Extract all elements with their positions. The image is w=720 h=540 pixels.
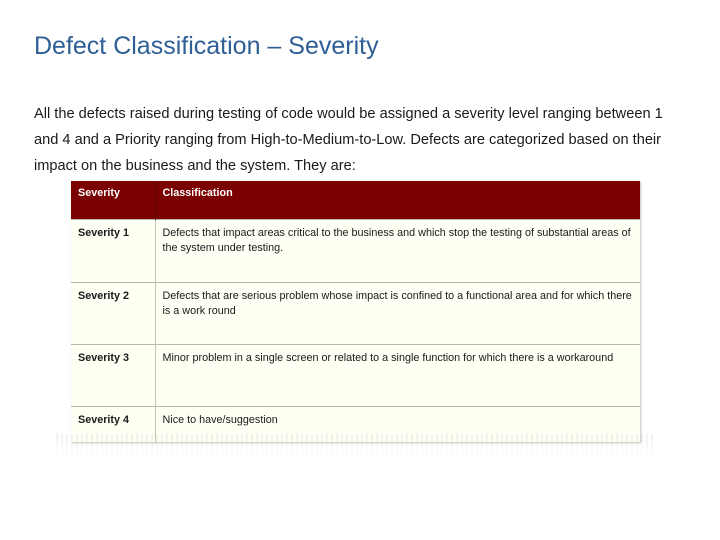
intro-paragraph: All the defects raised during testing of code would be assigned a severity level ranging between 1 and 4 and a Priority ranging from High-to-Medium-to-Low. Defects are categorized based on their impact on the business and the system. They are: [34,106,663,174]
table-row [71,344,640,406]
header-classification: Classification [155,181,640,219]
slide-title: Defect Classification – Severity [34,32,379,60]
table-row [71,282,640,344]
classification-cell: Defects that are serious problem whose impact is confined to a functional area and for which there is a work round [155,282,640,344]
header-severity: Severity [71,181,155,219]
classification-cell: Nice to have/suggestion [155,406,640,442]
severity-table [71,181,640,442]
severity-cell: Severity 3 [71,344,155,406]
severity-cell: Severity 1 [71,219,155,282]
severity-cell: Severity 4 [71,406,155,442]
severity-cell: Severity 2 [71,282,155,344]
table-header-row [71,181,640,219]
table-reflection [56,434,656,456]
table-row [71,219,640,282]
severity-table-container [71,181,640,442]
classification-cell: Minor problem in a single screen or related to a single function for which there is a workaround [155,344,640,406]
classification-cell: Defects that impact areas critical to the business and which stop the testing of substantial areas of the system under testing. [155,219,640,282]
